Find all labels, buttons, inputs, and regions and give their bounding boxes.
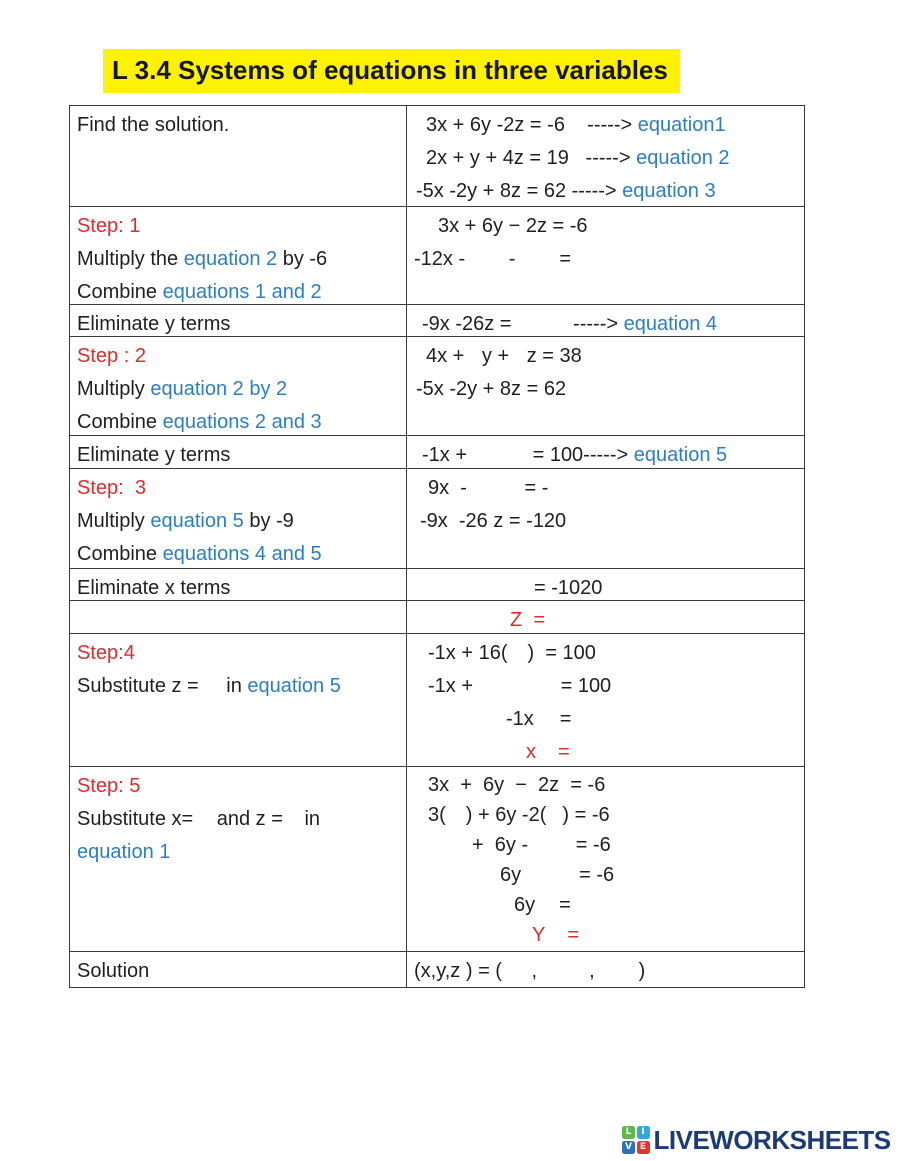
- text-line: [414, 736, 798, 766]
- spacer: [414, 723, 506, 725]
- text-line: [77, 670, 400, 703]
- spacer: [414, 657, 428, 659]
- text-segment: + 6y -: [472, 834, 534, 856]
- text-segment: ----->: [573, 313, 624, 335]
- equation-ref: equations 1 and 2: [162, 281, 322, 303]
- spacer: [414, 756, 526, 758]
- text-segment: =: [559, 248, 572, 270]
- text-line: [77, 243, 400, 276]
- logo-square-l: L: [622, 1126, 635, 1139]
- answer-blank[interactable]: [199, 811, 217, 825]
- text-line: [77, 572, 400, 600]
- logo-square-v: V: [622, 1141, 635, 1154]
- text-segment: Substitute x=: [77, 808, 199, 830]
- highlight-text: Y: [532, 924, 546, 946]
- highlight-text: x: [526, 741, 536, 763]
- text-segment: 6y: [514, 894, 536, 916]
- text-line: [414, 439, 798, 468]
- table-row: [70, 106, 804, 206]
- spacer: [414, 230, 438, 232]
- text-segment: (x,y,z ) = (: [414, 960, 508, 982]
- answer-blank[interactable]: [507, 645, 527, 659]
- answer-blank[interactable]: [288, 811, 304, 825]
- answer-blank[interactable]: [515, 348, 527, 362]
- answer-blank[interactable]: [548, 480, 578, 494]
- table-row: [70, 435, 804, 468]
- step-label-cell: [70, 634, 407, 766]
- equation-ref: equation 1: [77, 841, 171, 863]
- text-segment: -5x -2y + 8z = 62: [416, 378, 567, 400]
- table-row: [70, 468, 804, 568]
- spacer: [545, 939, 567, 941]
- text-segment: 3(: [428, 804, 446, 826]
- text-segment: 3x + 6y − 2z = -6: [428, 774, 606, 796]
- text-line: [77, 538, 400, 568]
- highlight-text: =: [567, 924, 580, 946]
- highlight-text: =: [558, 741, 570, 763]
- text-line: [414, 770, 798, 800]
- text-line: [77, 439, 400, 468]
- text-line: [77, 637, 400, 670]
- text-segment: -9x -26z =: [422, 313, 518, 335]
- equation-ref: equation1: [637, 114, 726, 136]
- text-segment: in: [304, 808, 321, 830]
- text-segment: ,: [531, 960, 538, 982]
- step-label-cell: [70, 569, 407, 600]
- text-segment: Eliminate y terms: [77, 313, 231, 335]
- text-segment: in: [226, 675, 248, 697]
- text-segment: 6y: [500, 864, 522, 886]
- text-segment: ) = -6: [562, 804, 610, 826]
- spacer: [414, 879, 500, 881]
- highlight-text: Step: 1: [77, 215, 141, 237]
- step-label-cell: [70, 305, 407, 336]
- equation-ref: equation 5: [247, 675, 341, 697]
- equation-ref: equation 4: [623, 313, 718, 335]
- text-line: [414, 670, 798, 703]
- spacer: [536, 756, 558, 758]
- answer-blank[interactable]: [515, 251, 559, 265]
- answer-blank[interactable]: [473, 447, 533, 461]
- text-segment: Multiply: [77, 510, 151, 532]
- step-label-cell: [70, 469, 407, 568]
- text-segment: by -6: [277, 248, 328, 270]
- equation-ref: equations 4 and 5: [162, 543, 322, 565]
- answer-blank[interactable]: [472, 480, 524, 494]
- highlight-text: Step: 5: [77, 775, 141, 797]
- table-row: [70, 951, 804, 987]
- equation-ref: equation 2 by 2: [150, 378, 288, 400]
- text-segment: Combine: [77, 543, 163, 565]
- table-row: [70, 568, 804, 600]
- highlight-text: Z =: [510, 609, 546, 631]
- text-line: [414, 472, 798, 505]
- spacer: [414, 909, 514, 911]
- step-label-cell: [70, 106, 407, 206]
- equation-ref: equation 5: [633, 444, 728, 466]
- equation-work-cell: [407, 569, 804, 600]
- spacer: [414, 360, 426, 362]
- answer-blank[interactable]: [534, 837, 576, 851]
- equation-work-cell: [407, 767, 804, 951]
- liveworksheets-brand-text: LIVEWORKSHEETS: [653, 1124, 891, 1155]
- spacer: [414, 789, 428, 791]
- step-label-cell: [70, 601, 407, 633]
- equation-work-cell: [407, 952, 804, 987]
- equation-ref: equation 5: [150, 510, 244, 532]
- text-segment: Multiply: [77, 378, 151, 400]
- equation-work-cell: [407, 469, 804, 568]
- text-line: [77, 210, 400, 243]
- table-row: [70, 304, 804, 336]
- text-segment: Multiply the: [77, 248, 184, 270]
- text-segment: ) + 6y -2(: [465, 804, 547, 826]
- answer-blank[interactable]: [471, 251, 509, 265]
- text-segment: -1x +: [422, 444, 473, 466]
- spacer: [414, 492, 428, 494]
- equation-work-cell: [407, 436, 804, 468]
- text-line: [77, 308, 400, 336]
- text-line: [414, 373, 798, 406]
- text-segment: -1x +: [428, 675, 479, 697]
- spacer: [414, 129, 426, 131]
- step-label-cell: [70, 767, 407, 951]
- text-segment: -1x + 16(: [428, 642, 508, 664]
- spacer: [534, 723, 560, 725]
- text-line: [414, 955, 798, 987]
- equation-work-cell: [407, 106, 804, 206]
- text-line: [414, 800, 798, 830]
- answer-blank[interactable]: [446, 807, 466, 821]
- logo-square-i: I: [637, 1126, 650, 1139]
- step-label-cell: [70, 436, 407, 468]
- answer-blank[interactable]: [571, 897, 611, 911]
- text-segment: ) = 100: [527, 642, 596, 664]
- highlight-text: Step : 2: [77, 345, 146, 367]
- answer-blank[interactable]: [470, 348, 482, 362]
- text-line: [414, 572, 798, 600]
- answer-blank[interactable]: [579, 927, 619, 941]
- equation-work-cell: [407, 305, 804, 336]
- equation-work-cell: [407, 207, 804, 304]
- text-segment: 3x + 6y − 2z = -6: [438, 215, 588, 237]
- text-line: [77, 955, 400, 987]
- text-segment: Find the solution.: [77, 114, 230, 136]
- highlight-text: Step: 3: [77, 477, 146, 499]
- text-line: [77, 340, 400, 373]
- text-segment: z = 38: [526, 345, 582, 367]
- text-line: [77, 472, 400, 505]
- text-segment: -9x -26 z = -120: [420, 510, 567, 532]
- text-segment: y +: [481, 345, 515, 367]
- text-segment: by -9: [243, 510, 294, 532]
- text-line: [414, 142, 798, 175]
- text-segment: -1x: [506, 708, 534, 730]
- text-segment: Solution: [77, 960, 150, 982]
- equation-work-cell: [407, 601, 804, 633]
- highlight-text: Step:4: [77, 642, 135, 664]
- answer-blank[interactable]: [537, 963, 589, 977]
- text-segment: = -6: [575, 834, 611, 856]
- text-line: [414, 243, 798, 276]
- text-line: [414, 340, 798, 373]
- logo-square-e: E: [637, 1141, 650, 1154]
- text-segment: Combine: [77, 281, 163, 303]
- equation-ref: equation 2: [183, 248, 278, 270]
- equation-ref: equation 2: [636, 147, 730, 169]
- text-segment: -12x -: [414, 248, 471, 270]
- text-line: [414, 109, 798, 142]
- text-segment: -: [508, 248, 516, 270]
- equation-work-cell: [407, 337, 804, 435]
- text-line: [414, 830, 798, 860]
- step-label-cell: [70, 337, 407, 435]
- spacer: [414, 819, 428, 821]
- text-segment: Eliminate x terms: [77, 577, 231, 599]
- table-row: [70, 336, 804, 435]
- text-line: [77, 836, 400, 869]
- spacer: [414, 162, 426, 164]
- text-segment: 4x +: [426, 345, 470, 367]
- equation-ref: equations 2 and 3: [162, 411, 322, 433]
- answer-blank[interactable]: [545, 612, 615, 626]
- spacer: [414, 459, 422, 461]
- text-line: [414, 308, 798, 336]
- equation-ref: equation 3: [622, 180, 716, 202]
- text-segment: = 100----->: [532, 444, 634, 466]
- text-line: [77, 770, 400, 803]
- text-line: [414, 637, 798, 670]
- spacer: [414, 592, 460, 594]
- answer-blank[interactable]: [521, 867, 579, 881]
- text-line: [414, 505, 798, 538]
- spacer: [414, 849, 472, 851]
- worksheet-title: L 3.4 Systems of equations in three variables: [103, 49, 680, 93]
- equation-work-cell: [407, 634, 804, 766]
- answer-blank[interactable]: [204, 678, 226, 692]
- text-line: [414, 175, 798, 206]
- text-line: [414, 210, 798, 243]
- table-row: [70, 766, 804, 951]
- answer-blank[interactable]: [571, 711, 611, 725]
- text-line: [414, 604, 798, 633]
- answer-blank[interactable]: [479, 678, 561, 692]
- text-segment: 3x + 6y -2z = -6 ----->: [426, 114, 638, 136]
- text-line: [77, 373, 400, 406]
- answer-blank[interactable]: [517, 316, 573, 330]
- text-segment: Substitute z =: [77, 675, 205, 697]
- liveworksheets-footer: [622, 1120, 891, 1160]
- answer-blank[interactable]: [460, 580, 534, 594]
- spacer: [414, 328, 422, 330]
- text-segment: 9x -: [428, 477, 473, 499]
- answer-blank[interactable]: [508, 963, 532, 977]
- step-label-cell: [70, 207, 407, 304]
- text-line: [77, 406, 400, 435]
- step-label-cell: [70, 952, 407, 987]
- spacer: [414, 939, 532, 941]
- text-segment: -5x -2y + 8z = 62 ----->: [416, 180, 623, 202]
- text-segment: 2x + y + 4z = 19 ----->: [426, 147, 637, 169]
- table-row: [70, 206, 804, 304]
- text-segment: Eliminate y terms: [77, 444, 231, 466]
- answer-blank[interactable]: [546, 807, 562, 821]
- liveworksheets-logo-icon: [622, 1126, 650, 1154]
- text-segment: = -: [524, 477, 549, 499]
- spacer: [535, 909, 559, 911]
- text-segment: ,: [589, 960, 595, 982]
- text-segment: ): [638, 960, 646, 982]
- answer-blank[interactable]: [570, 744, 610, 758]
- text-line: [77, 109, 400, 142]
- worksheet-table: [69, 105, 805, 988]
- text-segment: = -1020: [534, 577, 603, 599]
- text-line: [414, 860, 798, 890]
- text-segment: Combine: [77, 411, 163, 433]
- answer-blank[interactable]: [595, 963, 639, 977]
- text-line: [77, 803, 400, 836]
- text-line: [414, 703, 798, 736]
- text-segment: =: [559, 894, 571, 916]
- text-segment: =: [559, 708, 572, 730]
- text-segment: = 100: [560, 675, 612, 697]
- table-row: [70, 633, 804, 766]
- text-line: [77, 505, 400, 538]
- text-line: [414, 890, 798, 920]
- table-row: [70, 600, 804, 633]
- text-line: [414, 920, 798, 950]
- spacer: [414, 624, 510, 626]
- text-line: [77, 276, 400, 304]
- spacer: [414, 690, 428, 692]
- title-bar: [103, 49, 680, 93]
- text-segment: and z =: [216, 808, 289, 830]
- text-segment: = -6: [579, 864, 615, 886]
